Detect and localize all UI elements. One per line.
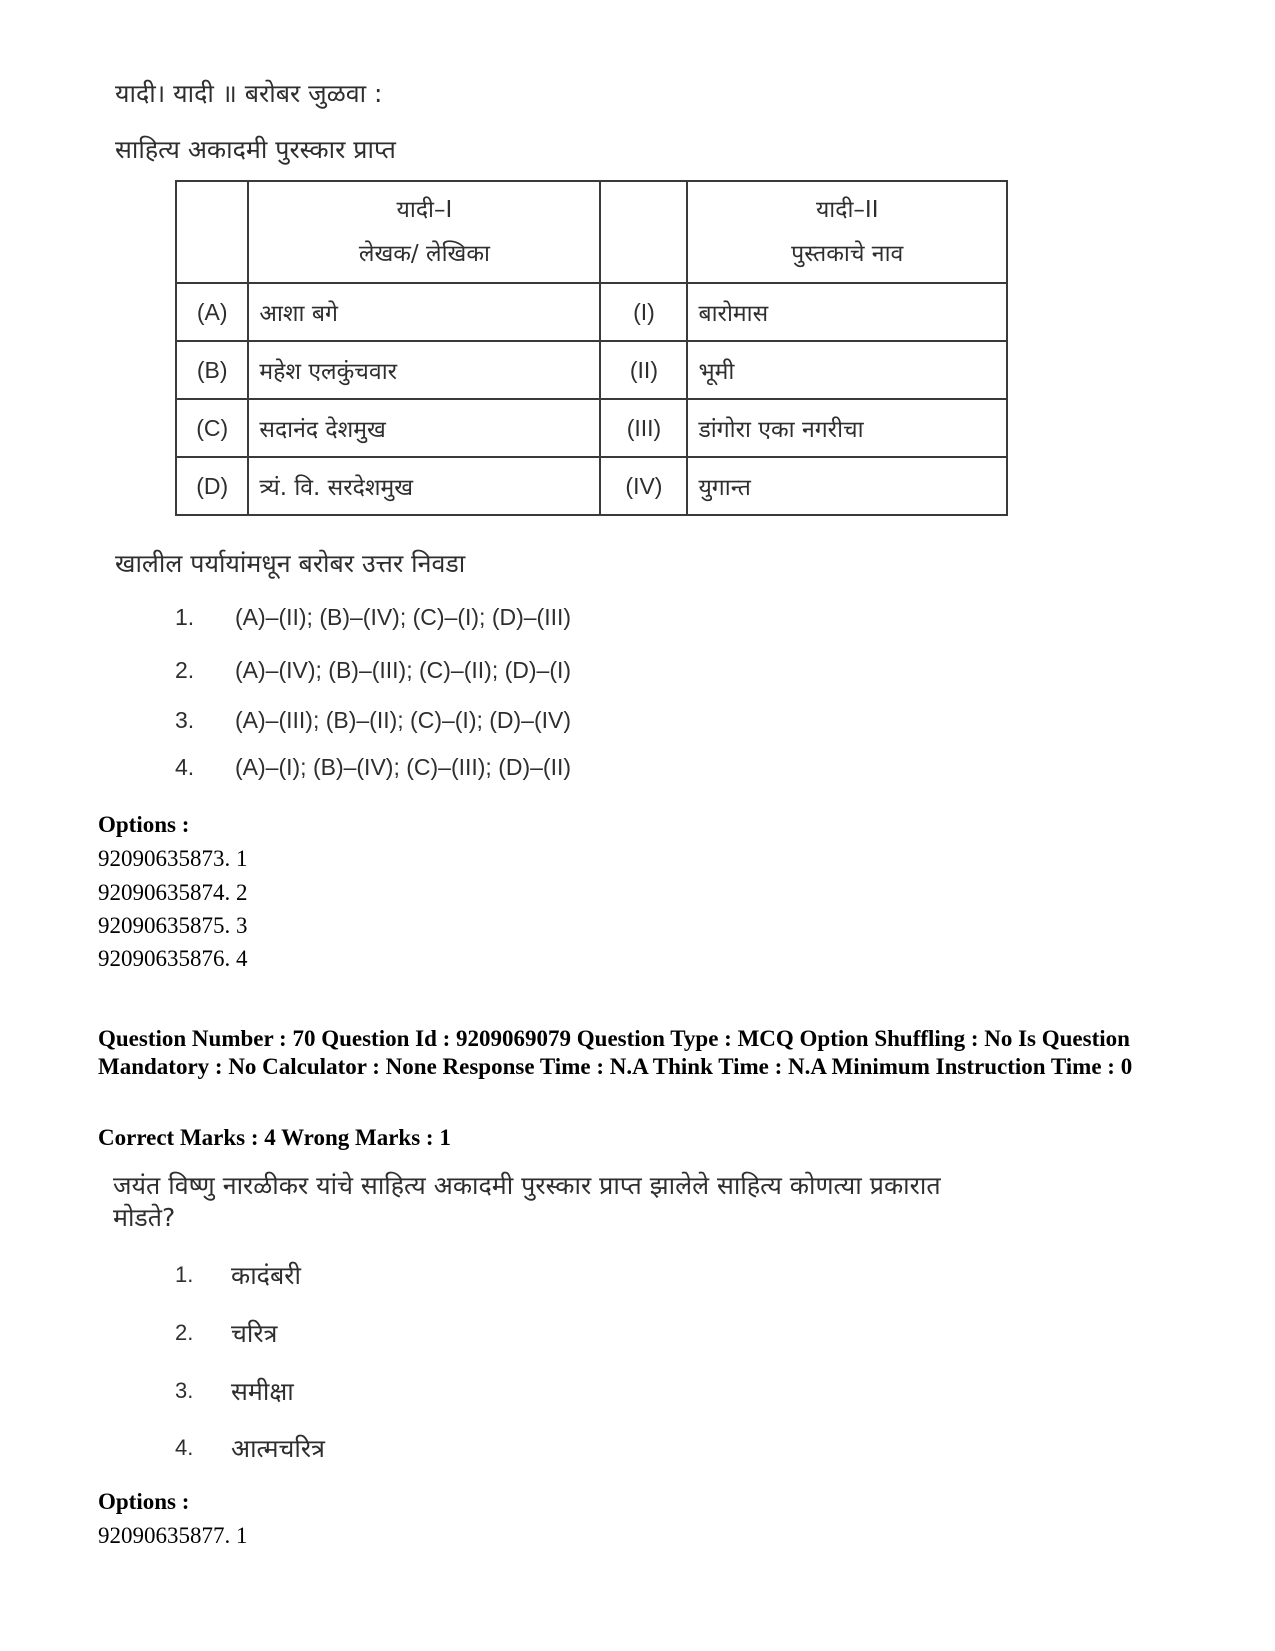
choice-text: (A)–(II); (B)–(IV); (C)–(I); (D)–(III) — [235, 604, 572, 630]
choice-text: (A)–(III); (B)–(II); (C)–(I); (D)–(IV) — [235, 707, 572, 733]
choice-number: 2. — [175, 1320, 194, 1345]
question-metadata: Question Number : 70 Question Id : 9209069079 Question Type : MCQ Option Shuffling : No Is Question Mandatory : No Calculator : None Response Time : N.A Think Time : N.A Minimum Instruction Time : 0 — [98, 1026, 1133, 1079]
choice-number: 3. — [175, 1378, 194, 1403]
list2-subtitle: पुस्तकाचे नाव — [791, 241, 904, 267]
option-id: 92090635875. 3 — [98, 913, 248, 938]
choice-text: कादंबरी — [231, 1261, 301, 1290]
match-table-header — [176, 181, 1007, 283]
list2-item: डांगोरा एका नगरीचा — [687, 399, 1007, 457]
choice-number: 3. — [175, 707, 195, 733]
question-marks: Correct Marks : 4 Wrong Marks : 1 — [98, 1125, 451, 1150]
choice-number: 4. — [175, 1435, 194, 1460]
list2-item: युगान्त — [687, 457, 1007, 515]
list1-item: त्र्यं. वि. सरदेशमुख — [248, 457, 600, 515]
table-row — [176, 283, 1007, 341]
list1-code: (A) — [176, 283, 248, 341]
list2-code: (III) — [600, 399, 687, 457]
header-blank-cell — [176, 181, 248, 283]
list2-title: यादी–II — [815, 197, 879, 223]
choice-number: 1. — [175, 1262, 194, 1287]
option-id: 92090635873. 1 — [98, 846, 248, 871]
choice-text: आत्मचरित्र — [231, 1434, 325, 1463]
list2-item: बारोमास — [687, 283, 1007, 341]
list2-item: भूमी — [687, 341, 1007, 399]
header-blank-cell — [600, 181, 687, 283]
choice-number: 4. — [175, 754, 195, 780]
options-label: Options : — [98, 1489, 190, 1514]
table-row — [176, 341, 1007, 399]
choice-text: चरित्र — [231, 1319, 278, 1348]
list2-code: (II) — [600, 341, 687, 399]
list2-header — [687, 181, 1007, 283]
list1-header — [248, 181, 600, 283]
options-label: Options : — [98, 812, 190, 837]
list1-title: यादी–I — [396, 197, 453, 223]
list1-code: (B) — [176, 341, 248, 399]
choice-text: (A)–(IV); (B)–(III); (C)–(II); (D)–(I) — [235, 657, 572, 683]
list1-item: महेश एलकुंचवार — [248, 341, 600, 399]
option-id: 92090635874. 2 — [98, 880, 248, 905]
list1-item: सदानंद देशमुख — [248, 399, 600, 457]
list1-item: आशा बगे — [248, 283, 600, 341]
match-instruction: यादी। यादी ॥ बरोबर जुळवा : — [115, 79, 383, 108]
choice-text: समीक्षा — [231, 1377, 294, 1406]
list2-code: (IV) — [600, 457, 687, 515]
question-text-line2: मोडते? — [113, 1203, 176, 1232]
option-id: 92090635877. 1 — [98, 1523, 248, 1548]
match-table — [175, 180, 1008, 516]
list2-code: (I) — [600, 283, 687, 341]
question-text-line1: जयंत विष्णु नारळीकर यांचे साहित्य अकादमी पुरस्कार प्राप्त झालेले साहित्य कोणत्या प्रकारात — [113, 1171, 941, 1200]
list1-code: (D) — [176, 457, 248, 515]
choice-text: (A)–(I); (B)–(IV); (C)–(III); (D)–(II) — [235, 754, 572, 780]
list1-subtitle: लेखक/ लेखिका — [358, 241, 490, 267]
choice-number: 2. — [175, 657, 195, 683]
table-row — [176, 457, 1007, 515]
choose-prompt: खालील पर्यायांमधून बरोबर उत्तर निवडा — [115, 549, 466, 578]
list1-code: (C) — [176, 399, 248, 457]
table-row — [176, 399, 1007, 457]
match-subtitle: साहित्य अकादमी पुरस्कार प्राप्त — [115, 135, 396, 164]
choice-number: 1. — [175, 604, 195, 630]
option-id: 92090635876. 4 — [98, 946, 248, 971]
